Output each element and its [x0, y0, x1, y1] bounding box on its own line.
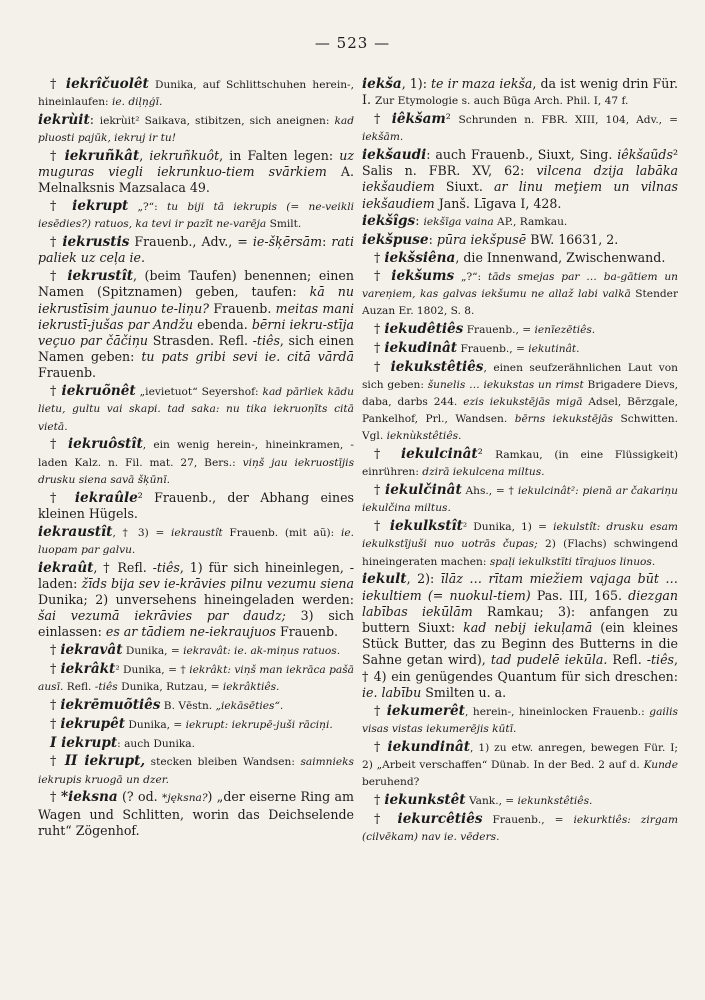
entry-example: iêkšaũds	[617, 147, 673, 162]
entry-example: ezis iekukstējās migā	[463, 396, 583, 408]
entry-text: Siuxt.	[434, 179, 495, 195]
entry-headword: iekrēmuõtiês	[60, 697, 161, 714]
entry-example: iekurktiês: zirgam (cilvēkam) nav ie. vēders.	[362, 813, 678, 843]
entry-text: , sich einen Namen geben:	[38, 333, 354, 365]
entry-example: iekšām.	[362, 131, 404, 144]
entry-headword: iekravât	[60, 642, 123, 659]
entry-text: beruhend?	[362, 776, 420, 789]
dictionary-entry	[362, 340, 678, 357]
entry-text: Frauenb. (mit aũ):	[222, 526, 341, 539]
dictionary-entry	[362, 811, 678, 845]
entry-text: , † Refl.	[93, 559, 153, 575]
entry-text: : auch Dunika.	[117, 737, 195, 750]
dictionary-entry	[38, 716, 354, 733]
entry-example: kā nu iekrustīsim jaunuo te-liņu?	[38, 284, 354, 316]
entry-example: iekruñkuôt	[149, 148, 220, 163]
dictionary-entry	[362, 76, 678, 109]
entry-text: Ahs., = †	[461, 485, 518, 498]
entry-example: ar linu meţiem un vilnas iekšaudiem	[362, 179, 678, 211]
entry-headword: iekrùit	[38, 112, 90, 128]
entry-headword: iekumerêt	[386, 702, 465, 719]
entry-text: B. Vēstn.	[160, 700, 216, 713]
entry-text: AP., Ramkau.	[493, 216, 568, 229]
entry-example: ie. luopam par galvu.	[38, 526, 354, 556]
entry-text: stecken bleiben Wandsen:	[145, 756, 301, 769]
entry-text: ,	[139, 148, 150, 163]
entry-text: , 1):	[401, 76, 431, 91]
entry-example: iekrupt: iekrupē-juši rāciņi.	[185, 718, 333, 731]
entry-headword: iekrustis	[62, 234, 130, 251]
entry-headword: iekšîgs	[362, 213, 416, 230]
dictionary-entry	[38, 661, 354, 695]
entry-headword: iekudêtiês	[384, 321, 464, 337]
entry-text: †	[50, 789, 61, 805]
entry-text: Vank., =	[465, 794, 518, 807]
dictionary-entry	[362, 571, 678, 701]
entry-text: BW. 16631, 2.	[526, 232, 619, 248]
entry-text: Dunika, =	[122, 645, 184, 658]
entry-text: Ramkau, (in eine Flüssigkeit) einrühren:	[362, 449, 678, 479]
entry-example: saimnieks iekrupis kruogā un dzer.	[38, 756, 354, 786]
entry-example: iekraustît	[171, 526, 223, 539]
dictionary-entry	[38, 524, 354, 558]
entry-text: , da ist wenig drin Für. I.	[362, 76, 678, 108]
entry-text: †	[374, 518, 390, 534]
entry-text: , die Innenwand, Zwischenwand.	[455, 250, 666, 265]
entry-headword: iekurcêtiês	[397, 810, 483, 827]
entry-example: uz muguras viegli iekrunkuo-tiem svārkiem	[38, 148, 354, 180]
entry-text: (? od.	[117, 789, 163, 805]
entry-text: A. Melnalksnis Mazsalaca 49.	[38, 164, 354, 196]
entry-text: , 2):	[406, 571, 441, 587]
entry-example: bērni iekru-stīja veçuo par čāčiņu	[38, 316, 354, 349]
entry-headword: iekrîčuolêt	[65, 76, 149, 92]
entry-headword: *ieksna	[60, 789, 118, 806]
entry-headword: iekult	[362, 571, 407, 588]
entry-text: Ramkau; 3): anfangen zu buttern Siuxt:	[362, 603, 678, 636]
entry-text: Frauenb., Adv., =	[129, 234, 253, 250]
entry-text: †	[374, 810, 398, 826]
dictionary-entry	[38, 383, 354, 435]
entry-headword: iekulkstît	[389, 518, 463, 535]
entry-text: Frauenb.	[276, 624, 339, 640]
entry-text: †	[374, 791, 385, 807]
entry-text: Refl.	[63, 681, 95, 694]
entry-example: spaļi iekulkstīti tīrajuos linuos.	[489, 555, 656, 568]
entry-text: ²	[477, 446, 496, 462]
entry-text: Zur Etymologie s. auch Būga Arch. Phil. I, 47 f.	[374, 95, 629, 108]
entry-text: ²	[445, 111, 459, 126]
dictionary-entry	[362, 213, 678, 230]
entry-example: žīds bija sev ie-krāvies pilnu vezumu siena	[81, 575, 354, 591]
entry-headword: iekruñkât	[64, 148, 140, 164]
entry-text: :	[89, 112, 100, 127]
entry-text: Dunika; 2) unversehens hineingeladen werden:	[38, 592, 354, 608]
entry-text: ² Dunika, = †	[115, 664, 190, 677]
entry-example: iekrâktiês.	[222, 681, 280, 694]
entry-text: Brigadere Dievs, daba, darbs 244.	[362, 378, 678, 408]
entry-example: ienīezētiês.	[534, 324, 596, 336]
entry-text: Dunika, =	[125, 718, 186, 731]
entry-text: ² Frauenb., der Abhang eines kleinen Hügels.	[38, 489, 354, 521]
entry-text: Strasden. Refl.	[148, 333, 253, 349]
entry-text: †	[50, 753, 65, 769]
entry-example: -tiês	[152, 559, 180, 575]
dictionary-entry	[38, 268, 354, 381]
entry-headword: iekšums	[391, 267, 455, 284]
dictionary-entry	[38, 436, 354, 488]
entry-headword: iekundinât	[387, 738, 471, 755]
entry-example: -tiês	[646, 652, 674, 668]
entry-text: †	[50, 661, 61, 677]
entry-example: Kunde	[643, 758, 678, 771]
entry-headword: iekruõnêt	[61, 383, 136, 400]
entry-text: Schrunden n. FBR. XIII, 104, Adv., =	[458, 114, 678, 126]
entry-example: *jęksna?	[162, 792, 208, 805]
entry-example: ie. labību	[362, 684, 422, 700]
entry-headword: iekraût	[38, 559, 94, 576]
dictionary-entry	[362, 739, 678, 791]
entry-text: (ein kleines Stück Butter, das zu Beginn des Butterns in die Sahne getan wird),	[362, 620, 678, 668]
entry-headword: iekukstêtiês	[390, 358, 484, 375]
entry-example: kad pluosti pajūk, iekruj ir tu!	[38, 115, 354, 145]
entry-example: iekunkstêtiês.	[517, 794, 593, 807]
entry-text: Frauenb., =	[463, 324, 535, 336]
right-column	[362, 76, 678, 980]
entry-headword: iekrustît	[67, 268, 134, 285]
dictionary-entry	[38, 112, 354, 146]
entry-text: †	[374, 250, 385, 265]
entry-example: tad pudelē iekūla.	[490, 652, 608, 668]
dictionary-entry	[362, 792, 678, 809]
entry-text: „?“:	[454, 270, 488, 283]
entry-headword: iekrupt	[61, 734, 118, 751]
entry-text: †	[50, 715, 61, 731]
entry-example: iekšīga vaina	[423, 216, 494, 229]
entry-example: ie-šķērsām	[252, 234, 323, 250]
entry-text: Frauenb.	[38, 365, 97, 381]
entry-text: , einen seufzerähnlichen Laut von sich geben:	[362, 361, 678, 391]
entry-text: , ein wenig herein-, hineinkramen, -laden Kalz. n. Fil. mat. 27, Bers.:	[38, 439, 354, 469]
entry-text: , (beim Taufen) benennen; einen Namen (Spitznamen) geben, taufen:	[38, 268, 354, 300]
entry-text: †	[374, 482, 386, 498]
entry-text: Refl.	[607, 652, 647, 668]
entry-example: iekrâkt: viņš man iekrāca pašā ausī.	[38, 664, 354, 694]
entry-example: īlāz … rītam miežiem vajaga būt … iekultiem (= nuokul-tiem)	[362, 571, 678, 603]
entry-text: †	[374, 111, 392, 126]
entry-headword: iekšaudi	[362, 147, 427, 163]
entry-example: kad nebij iekuļamā	[463, 620, 593, 636]
entry-text: †	[50, 76, 66, 91]
dictionary-entry	[362, 703, 678, 737]
entry-text: Pas. III, 165.	[530, 587, 629, 603]
entry-text: ² Salis n. FBR. XV, 62:	[362, 147, 678, 179]
dictionary-entry	[38, 697, 354, 714]
dictionary-entry	[38, 148, 354, 197]
entry-text: Frauenb.	[209, 300, 276, 316]
entry-example: viņš jau iekruostījis drusku siena savā šķūnī.	[38, 456, 354, 486]
entry-headword: iekraustît	[38, 523, 113, 540]
entry-example: iekutinât.	[528, 342, 580, 355]
entry-text: †	[50, 489, 75, 505]
entry-text: Smilten u. a.	[421, 684, 507, 700]
entry-text: , herein-, hineinlocken Frauenb.:	[464, 705, 650, 718]
entry-example: iekulcinât²: pienā ar čakariņu iekulčina miltus.	[362, 485, 678, 515]
dictionary-entry	[362, 147, 678, 212]
entry-text: Dunika, auf Schlittschuhen herein-, hineinlaufen:	[38, 79, 354, 109]
entry-headword: iekulčinât	[385, 482, 462, 499]
dictionary-entry	[38, 735, 354, 752]
entry-headword: iekrupêt	[60, 715, 126, 732]
entry-text: Schwitten. Vgl.	[362, 413, 678, 443]
dictionary-entry	[38, 234, 354, 266]
entry-text: , 1) für sich hineinlegen, -laden:	[38, 559, 354, 591]
entry-example: vilcena dzija labāka iekšaudiem	[362, 163, 678, 195]
entry-text: †	[50, 436, 69, 452]
entry-text: †	[374, 702, 387, 718]
entry-example: tu pats gribi sevi ie. citā vārdā	[141, 349, 354, 365]
entry-text: †	[374, 339, 385, 355]
entry-text: †	[374, 267, 392, 283]
entry-headword: iekšsiêna	[384, 250, 456, 266]
entry-example: es ar tādiem ne-iekraujuos	[105, 624, 277, 640]
dictionary-entry	[38, 490, 354, 522]
entry-example: bērns iekukstējās	[514, 413, 613, 426]
entry-headword: iekšpuse	[362, 232, 429, 249]
entry-text: †	[374, 446, 402, 462]
entry-text: †	[50, 148, 65, 163]
entry-headword: II iekrupt,	[64, 753, 146, 770]
entry-text: Frauenb., =	[482, 813, 574, 826]
entry-text: Janš. Līgava I, 428.	[434, 195, 562, 211]
entry-headword: iekulcinât	[401, 446, 478, 463]
entry-example: tāds smejas par … ba-gātiem un vareņiem, kas galvas iekšumu ne allaž labi valkā	[362, 270, 678, 300]
entry-headword: iekruôstît	[68, 436, 143, 453]
entry-example: iekravât: ie. ak-miņus ratuos.	[183, 645, 341, 658]
entry-text: ) „der eiserne Ring am Wagen und Schlitten, worin das Deichselende ruht“ Zögenhof.	[38, 789, 354, 838]
entry-text: Dunika, Rutzau, =	[117, 681, 223, 694]
entry-example: dzirā iekulcena miltus.	[422, 466, 545, 479]
entry-text: †	[374, 321, 385, 336]
entry-text: :	[415, 213, 424, 229]
dictionary-entry	[38, 789, 354, 839]
page-number: — 523 —	[314, 34, 391, 52]
entry-example: -tiês	[252, 333, 280, 349]
entry-headword: iekrupt	[72, 198, 129, 215]
entry-example: „iekāsēties“.	[215, 700, 284, 713]
left-column	[38, 76, 354, 980]
entry-text: †	[374, 738, 388, 754]
entry-headword: iekudinât	[384, 339, 458, 356]
entry-text: †	[50, 268, 68, 284]
dictionary-entry	[362, 359, 678, 445]
entry-example: pūra iekšpusē	[436, 232, 527, 248]
dictionary-entry	[38, 642, 354, 659]
entry-text: †	[50, 198, 73, 214]
dictionary-entry	[362, 268, 678, 320]
dictionary-entry	[38, 198, 354, 232]
dictionary-entry	[362, 321, 678, 338]
entry-text: Stender Auzan Er. 1802, S. 8.	[362, 288, 678, 318]
entry-text: ² Dunika, 1) =	[462, 521, 554, 534]
entry-text: iekrùit² Saikava, stibitzen, sich aneignen:	[99, 115, 335, 127]
entry-example: meitas mani iekrustī-jušas par Andžu	[38, 300, 354, 332]
entry-text: †	[50, 697, 61, 713]
entry-text: †	[50, 234, 63, 250]
entry-example: ieknùkstêtiês.	[386, 430, 462, 443]
entry-headword: iekunkstêt	[384, 791, 466, 808]
entry-example: kad pārliek kādu lietu, gultu vai skapi. tad saka: nu tika iekruoņīts citā vietā.	[38, 386, 354, 433]
dictionary-entry	[362, 518, 678, 570]
dictionary-entry	[38, 76, 354, 110]
entry-text: :	[322, 234, 332, 250]
entry-text: Smilt.	[266, 218, 302, 231]
entry-text: †	[50, 642, 61, 658]
entry-example: šunelis … iekukstas un rimst	[427, 378, 584, 391]
entry-text: , † 3) =	[112, 526, 172, 539]
entry-text: , † 4) ein genügendes Quantum für sich dreschen:	[362, 652, 678, 684]
dictionary-entry	[38, 560, 354, 641]
dictionary-entry	[38, 753, 354, 787]
entry-example: šai vezumā iekrāvies par daudz;	[38, 608, 286, 624]
dictionary-entry	[362, 232, 678, 248]
entry-example: rati paliek uz ceļa ie.	[38, 234, 354, 266]
entry-text: Adsel, Bērzgale, Pankelhof, Prl., Wandsen.	[362, 396, 678, 426]
entry-text: Frauenb., =	[457, 342, 529, 355]
entry-headword: iêkšam	[391, 111, 446, 127]
entry-text: †	[374, 358, 391, 374]
entry-text: : auch Frauenb., Siuxt, Sing.	[426, 147, 618, 162]
entry-example: tu biji tā iekrupis (= ne-veikli iesēdies?) ratuos, ka tevi ir pazīt ne-varēja	[38, 201, 354, 231]
entry-example: -tiês	[94, 681, 118, 694]
entry-text: , 1) zu etw. anregen, bewegen Für. I; 2) „Arbeit verschaffen“ Dünab. In der Bed. 2 auf d.	[362, 741, 678, 771]
dictionary-entry	[362, 446, 678, 480]
dictionary-entry	[362, 482, 678, 516]
entry-example: iekulstît: drusku esam iekulkstījuši nuo uotrās čupas;	[362, 521, 678, 551]
entry-text: :	[428, 232, 437, 248]
entry-headword: iekraûle	[74, 489, 138, 506]
entry-example: ie. diļņģī.	[112, 96, 163, 109]
entry-example: diezgan labības iekūlām	[362, 587, 678, 619]
entry-example: te ir maza iekša	[431, 76, 533, 91]
dictionary-entry	[362, 111, 678, 145]
entry-text: †	[50, 383, 62, 399]
entry-text: „?“:	[128, 201, 167, 214]
entry-headword: iekša	[362, 76, 402, 92]
entry-example: gailis visas vistas iekumerējis kūtī.	[362, 705, 678, 735]
dictionary-entry	[362, 250, 678, 266]
entry-text: 3) sich einlassen:	[38, 608, 354, 640]
entry-text: ebenda.	[193, 316, 252, 332]
entry-text: „ievietuot“ Seyershof:	[135, 386, 263, 399]
entry-text: 2) (Flachs) schwingend hineingeraten machen:	[362, 538, 678, 568]
entry-headword: I	[50, 734, 62, 751]
entry-headword: iekrâkt	[60, 661, 116, 678]
entry-text: , in Falten legen:	[219, 148, 340, 163]
